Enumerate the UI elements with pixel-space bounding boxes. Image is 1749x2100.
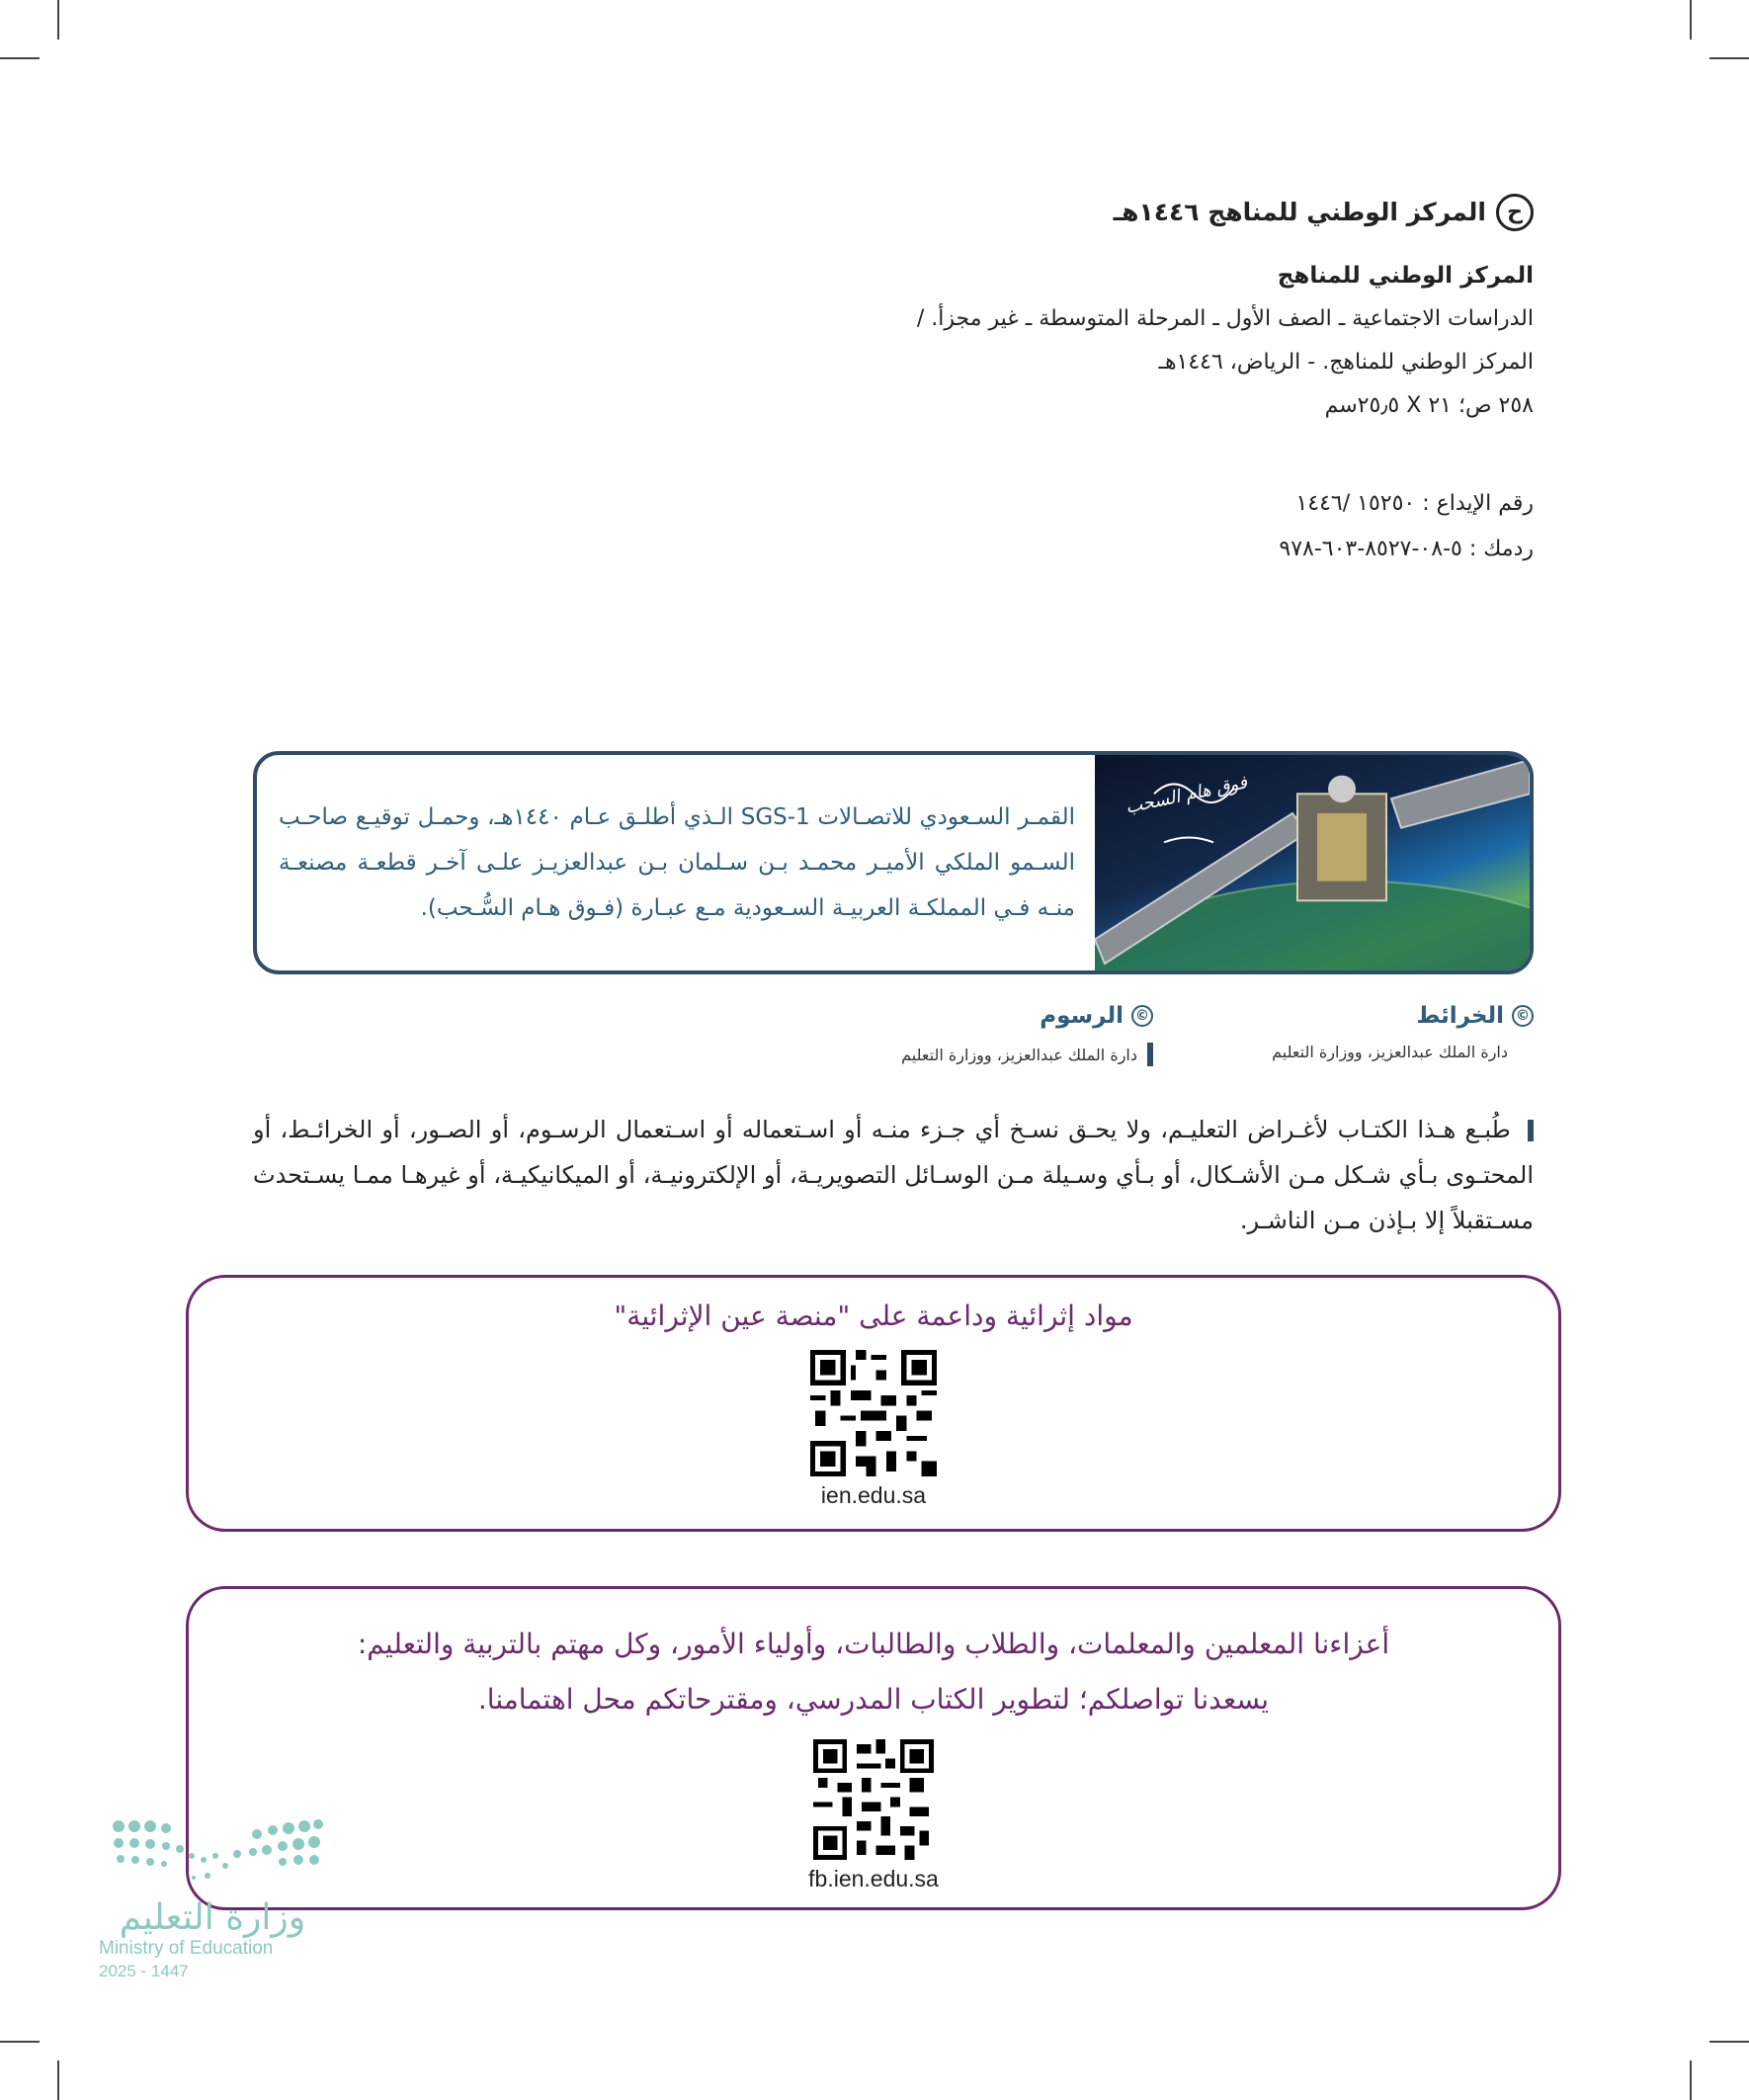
- deposit-block: [842, 481, 1534, 572]
- satellite-illustration: [1095, 755, 1530, 970]
- qr-code-icon[interactable]: [810, 1350, 937, 1476]
- ministry-year: 2025 - 1447: [99, 1962, 189, 1980]
- crop-mark: [0, 57, 40, 59]
- crop-mark: [1690, 0, 1692, 40]
- crop-mark: [0, 2041, 40, 2043]
- platform-title: مواد إثرائية وداعمة على "منصة عين الإثرائية": [614, 1300, 1133, 1332]
- ministry-name-english: Ministry of Education: [99, 1938, 274, 1959]
- copyright-icon: ©: [1512, 1005, 1534, 1027]
- copyright-icon: ح: [1496, 194, 1534, 231]
- maps-credit-source: دارة الملك عبدالعزيز، ووزارة التعليم: [1272, 1043, 1508, 1061]
- feedback-url[interactable]: fb.ien.edu.sa: [808, 1866, 939, 1891]
- copyright-line: [644, 193, 1534, 232]
- platform-url[interactable]: ien.edu.sa: [820, 1482, 927, 1508]
- maps-credit-title: الخرائط: [1416, 1003, 1504, 1029]
- crop-mark: [57, 2060, 59, 2100]
- signature-text: فوق هام السحب: [1124, 772, 1250, 818]
- crop-mark: [1690, 2060, 1692, 2100]
- cataloging-block: [644, 193, 1534, 428]
- crop-mark: [57, 0, 59, 40]
- crop-mark: [1709, 57, 1749, 59]
- copyright-icon: ©: [1131, 1005, 1153, 1027]
- crop-mark: [1709, 2041, 1749, 2043]
- ministry-dots-icon: [109, 1816, 326, 1888]
- drawings-credit-source: دارة الملك عبدالعزيز، ووزارة التعليم: [901, 1045, 1137, 1064]
- drawings-credit-title: الرسوم: [1040, 1003, 1124, 1029]
- maps-credit: [1272, 1003, 1534, 1061]
- deposit-number: رقم الإيداع : ١٥٢٥٠ /١٤٤٦: [1295, 491, 1534, 516]
- satellite-description: القمـر السـعودي للاتصـالات SGS-1 الـذي أطلـق عـام ١٤٤٠هـ، وحمـل توقيـع صاحـب السـمو الملكي الأميـر محمـد بـن سـلمان بـن عبدالعزيـز علـى آخـر قطعـة مصنعـة منـه فـي المملكـة العربيـة السـعودية مـع عبـارة (فـوق هـام السُّـحب).: [279, 804, 1075, 921]
- catalog-line: المركز الوطني للمناهج. - الرياض، ١٤٤٦هـ: [1158, 350, 1534, 375]
- credits-row: [457, 1003, 1534, 1082]
- copyright-text: المركز الوطني للمناهج ١٤٤٦هـ: [1113, 198, 1486, 226]
- platform-box: [186, 1275, 1561, 1532]
- catalog-line: ٢٥٨ ص؛ ٢١ X ٢٥٫٥سم: [1324, 393, 1534, 418]
- ministry-name-arabic: وزارة التعليم: [119, 1897, 306, 1938]
- divider-bar: [1147, 1043, 1153, 1066]
- publisher-name: المركز الوطني للمناهج: [1277, 263, 1534, 289]
- feedback-line-2: يسعدنا تواصلكم؛ لتطوير الكتاب المدرسي، ومقترحاتكم محل اهتمامنا.: [477, 1683, 1270, 1716]
- ministry-logo: [99, 1816, 326, 1981]
- satellite-info-box: [253, 751, 1534, 974]
- isbn-number: ردمك : ٥-٠٨-٨٥٢٧-٦٠٣-٩٧٨: [1279, 537, 1534, 561]
- rights-notice: [253, 1107, 1534, 1243]
- qr-code-icon[interactable]: [813, 1739, 934, 1860]
- divider-bar: [1528, 1120, 1534, 1141]
- drawings-credit: [901, 1003, 1153, 1066]
- feedback-line-1: أعزاءنا المعلمين والمعلمات، والطلاب والطالبات، وأولياء الأمور، وكل مهتم بالتربية والتعليم:: [357, 1628, 1390, 1660]
- rights-text: طُبـع هـذا الكتـاب لأغـراض التعليـم، ولا يحـق نسـخ أي جـزء منـه أو اسـتعماله أو اسـتعمال الرسـوم، أو الصـور، أو الخرائـط، أو المحتـوى بـأي شـكل مـن الأشـكال، أو بـأي وسـيلة مـن الوسـائل التصويريـة، أو الإلكترونيـة، أو الميكانيكيـة، أو غيرهـا ممـا يسـتحدث مسـتقبلاً إلا بـإذن مـن الناشـر.: [253, 1116, 1534, 1234]
- satellite-image: [1095, 755, 1530, 970]
- feedback-box: [186, 1586, 1561, 1910]
- catalog-line: الدراسات الاجتماعية ـ الصف الأول ـ المرحلة المتوسطة ـ غير مجزأ. /: [916, 306, 1534, 331]
